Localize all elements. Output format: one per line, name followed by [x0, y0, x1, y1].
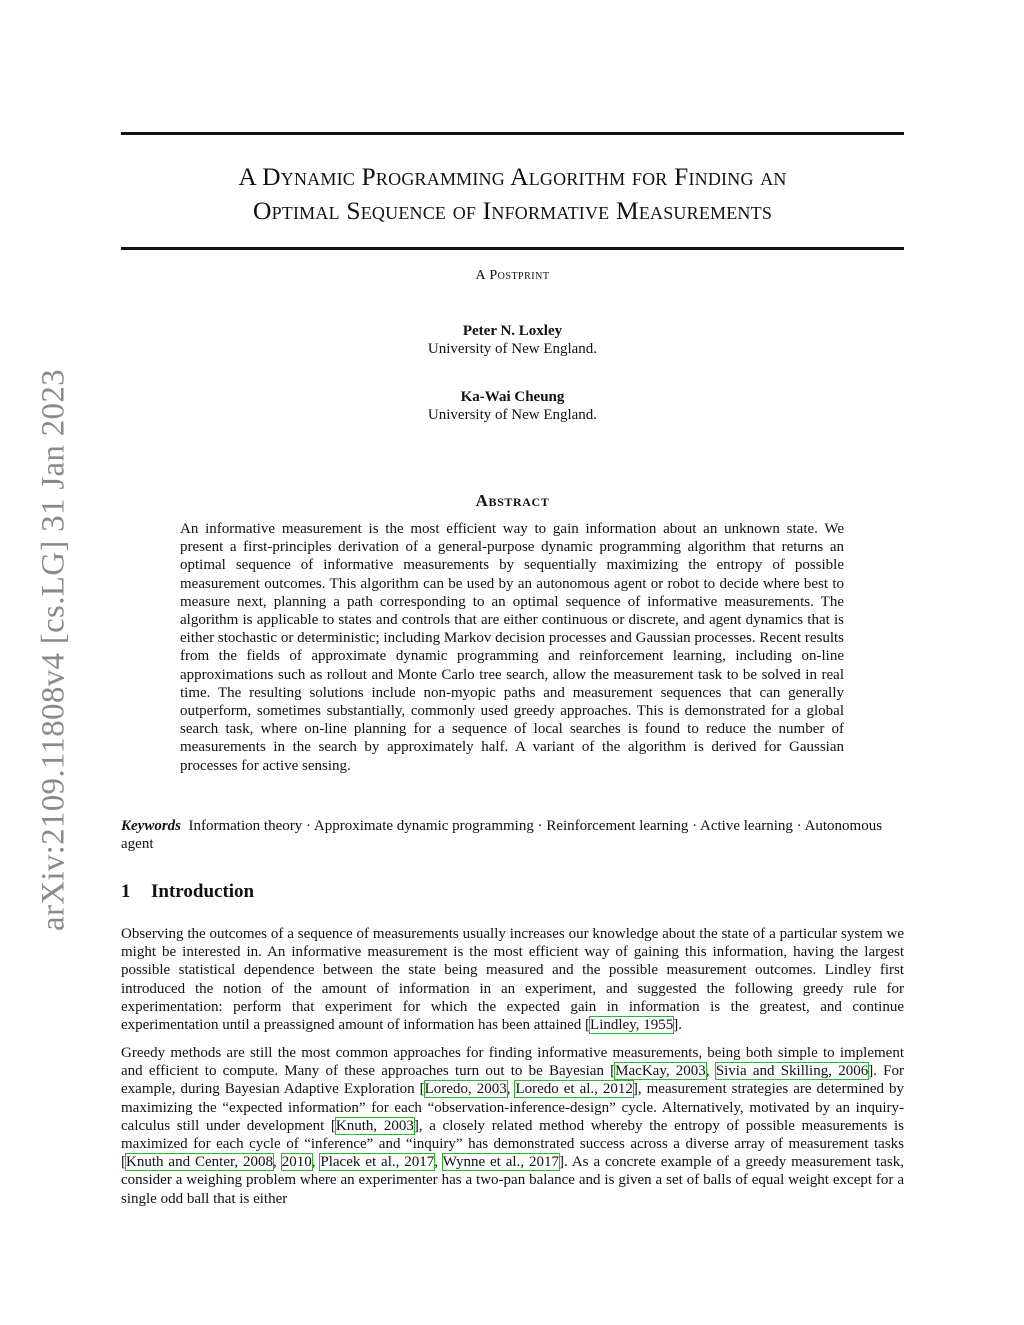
section-number: 1 — [121, 881, 131, 902]
paragraph-text: , — [434, 1154, 443, 1171]
title-rule-bottom — [121, 247, 904, 250]
abstract-heading: Abstract — [475, 491, 550, 510]
title-rule-top — [121, 132, 904, 135]
citation-link[interactable]: Lindley, 1955 — [590, 1017, 674, 1034]
paper-title — [121, 160, 904, 228]
section-heading-introduction — [121, 881, 254, 903]
abstract-text: An informative measurement is the most efficient way to gain information about an unknown state. We present a first-principles derivation of a general-purpose dynamic programming algorithm that returns an optimal sequence of informative measurements by sequentially maximizing the entropy of possible measurement outcomes. This algorithm can be used by an autonomous agent or robot to decide where best to measure next, planning a path corresponding to an optimal sequence of informative measurements. The algorithm is applicable to states and controls that are either continuous or discrete, and agent dynamics that is either stochastic or deterministic; including Markov decision processes and Gaussian processes. Recent results from the fields of approximate dynamic programming and reinforcement learning, including on-line approximations such as rollout and Monte Carlo tree search, allow the measurement task to be solved in real time. The resulting solutions include non-myopic paths and measurement sequences that can generally outperform, sometimes substantially, commonly used greedy approaches. This is demonstrated for a global search task, where on-line planning for a sequence of local searches is found to reduce the number of measurements in the search by approximately half. A variant of the algorithm is derived for Gaussian processes for active sensing. — [180, 521, 844, 774]
intro-paragraph-1 — [121, 925, 904, 1034]
citation-link[interactable]: Wynne et al., 2017 — [442, 1154, 560, 1171]
section-title: Introduction — [151, 881, 255, 902]
paragraph-text: ]. As a concrete example of a greedy measurement task, consider a weighing problem where an experimenter has a two-pan balance and is given a set of balls of equal weight except for a single odd ball that is either — [121, 1154, 904, 1207]
keywords-text: Information theory · Approximate dynamic programming · Reinforcement learning · Active learning · Autonomous agent — [121, 818, 883, 853]
citation-link[interactable]: Sivia and Skilling, 2006 — [715, 1063, 869, 1080]
paper-subtitle: A Postprint — [475, 268, 550, 283]
keywords — [121, 817, 904, 853]
paragraph-text: ]. For example, during Bayesian Adaptive Exploration [ — [121, 1063, 905, 1098]
keywords-label: Keywords — [121, 818, 181, 834]
arxiv-identifier-stamp: arXiv:2109.11808v4 [cs.LG] 31 Jan 2023 — [35, 369, 72, 931]
citation-link[interactable]: 2010 — [281, 1154, 312, 1171]
paragraph-text: , — [273, 1154, 282, 1171]
author-block-1 — [121, 322, 904, 358]
author-affiliation: University of New England. — [427, 341, 598, 357]
author-name: Peter N. Loxley — [462, 323, 563, 339]
author-name: Ka-Wai Cheung — [460, 389, 565, 405]
author-block-2 — [121, 388, 904, 424]
paragraph-text: , — [311, 1154, 321, 1171]
paper-title-line-2: Optimal Sequence of Informative Measurements — [252, 196, 773, 225]
citation-link[interactable]: Loredo et al., 2012 — [515, 1081, 633, 1098]
citation-link[interactable]: Knuth, 2003 — [335, 1117, 414, 1134]
paragraph-text: Greedy methods are still the most common approaches for finding informative measurements, being both simple to implement and efficient to compute. Many of these approaches turn out to be Bayesian [ — [121, 1045, 904, 1080]
paragraph-text: , — [506, 1081, 516, 1098]
citation-link[interactable]: Loredo, 2003 — [424, 1081, 507, 1098]
paragraph-text: , — [705, 1063, 716, 1080]
paragraph-text: Observing the outcomes of a sequence of measurements usually increases our knowledge about the state of a particular system we might be interested in. An informative measurement is the most efficient way of gaining this information, having the largest possible statistical dependence between the state being measured and the possible measurement outcomes. Lindley first introduced the notion of the amount of information in an experiment, and suggested the following greedy rule for experimentation: perform that experiment for which the expected gain in information is the greatest, and continue experimentation until a preassigned amount of information has been attained [ — [121, 926, 904, 1034]
intro-paragraph-2 — [121, 1044, 904, 1208]
author-affiliation: University of New England. — [427, 407, 598, 423]
citation-link[interactable]: Placek et al., 2017 — [320, 1154, 435, 1171]
citation-link[interactable]: MacKay, 2003 — [615, 1063, 706, 1080]
paragraph-text: ]. — [673, 1017, 682, 1034]
paper-title-line-1: A Dynamic Programming Algorithm for Finding an — [238, 162, 787, 191]
citation-link[interactable]: Knuth and Center, 2008 — [126, 1154, 274, 1171]
paragraph-text: ], measurement strategies are determined by maximizing the “expected information” for each “observation-inference-design” cycle. Alternatively, motivated by an inquiry-calculus still under development [ — [121, 1081, 905, 1134]
paragraph-text: ], a closely related method whereby the entropy of possible measurements is maximized for each cycle of “inference” and “inquiry” has demonstrated success across a diverse array of measurement tasks [ — [121, 1117, 905, 1171]
